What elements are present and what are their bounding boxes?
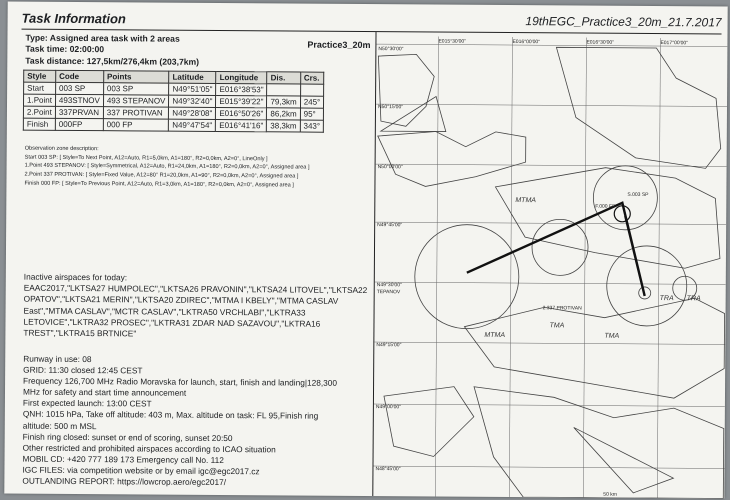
table-cell: 1.Point [23, 94, 55, 106]
table-cell: N49°32'40" [169, 95, 216, 107]
info-line: Other restricted and prohibited airspaces according to ICAO situation [22, 442, 276, 455]
table-cell: 000FP [55, 118, 103, 130]
svg-text:MTMA: MTMA [515, 197, 536, 205]
protivan-label: 2.337 PROTIVAN [542, 305, 582, 312]
lon-label: E016°00'00" [512, 39, 541, 46]
table-cell: 2.Point [23, 106, 55, 118]
table-header-cell: Latitude [169, 71, 216, 83]
observation-title: Observation zone description: [24, 145, 99, 153]
task-map [373, 36, 727, 498]
table-cell: 38,3km [267, 120, 300, 132]
task-type: Type: Assigned area task with 2 areas [25, 32, 180, 44]
info-line: QNH: 1015 hPa, Take off altitude: 403 m, Max. altitude on task: FL 95,Finish ring [22, 409, 319, 422]
lat-label: N50°00'00" [377, 164, 403, 171]
table-cell: 245° [300, 96, 324, 108]
lon-label: E016°30'00" [586, 39, 615, 46]
table-cell: E015°39'22" [216, 95, 267, 107]
observation-zone-description [24, 145, 309, 191]
observation-line: Finish 000 FP: [ Style=To Previous Point, A12=Auto, R1=3,0km, A1=180°, R2=0,0km, A2=0°, Assigned area ] [24, 180, 294, 189]
inactive-line: LETOVICE","LKTRA32 PROSEC","LKTRA31 ZDAR NAD SAZAVOU","LKTRA16 [23, 316, 321, 329]
info-line: MOBIL CD: +420 777 189 173 Emergency call No. 112 [22, 453, 224, 465]
turnpoint-table [23, 70, 325, 133]
svg-text:TRA: TRA [659, 295, 674, 303]
lat-label: N49°00'00" [375, 404, 401, 411]
inactive-line: TREST","LKTRA15 BRTNICE" [23, 327, 137, 339]
table-cell: 000 FP [103, 119, 169, 131]
table-cell: N49°47'54" [169, 119, 216, 131]
info-line: MHz for safety and start time announcement [22, 386, 187, 399]
table-cell: Finish [23, 118, 55, 130]
table-cell: 95° [300, 108, 324, 120]
table-cell: 86,2km [267, 108, 300, 120]
table-header-cell: Points [103, 71, 169, 83]
header [22, 11, 722, 35]
event-title: 19thEGC_Practice3_20m_21.7.2017 [525, 14, 722, 30]
observation-line: 2.Point 337 PROTIVAN: [ Style=Fixed Value, A12=80° R1=20,0km, A1=90°, R2=0,0km, A2=0°, Assigned area ] [24, 171, 299, 180]
info-line: altitude: 500 m MSL [22, 420, 97, 431]
lon-label: E015°30'00" [438, 38, 467, 45]
info-line: GRID: 11:30 closed 12:45 CEST [23, 364, 143, 376]
lon-label: E017°00'00" [660, 40, 689, 47]
svg-text:TMA: TMA [549, 322, 565, 330]
lat-label: N49°30'00" [376, 282, 402, 289]
table-cell: N49°51'05" [169, 83, 216, 95]
table-cell: E016°50'26" [216, 107, 267, 119]
start-point-label: S.003 SP [627, 191, 649, 198]
table-cell: 003 SP [55, 82, 103, 94]
info-line: First expected launch: 13:00 CEST [22, 397, 152, 409]
task-summary [25, 33, 199, 68]
inactive-line: OPATOV","LKTSA21 MERIN","LKTSA20 ZDIREC","MTMA I KBELY","MTMA CASLAV [23, 294, 339, 307]
svg-text:MTMA: MTMA [484, 331, 506, 339]
finish-point-label: F.000 FP [595, 203, 616, 210]
task-time: Task time: 02:00:00 [25, 43, 105, 55]
inactive-title: Inactive airspaces for today: [23, 271, 128, 283]
table-cell: E016°41'16" [216, 119, 267, 131]
info-line: Finish ring closed: sunset or end of scoring, sunset 20:50 [22, 431, 233, 443]
practice-label: Practice3_20m [307, 39, 371, 51]
svg-text:TMA: TMA [604, 332, 620, 340]
task-route [467, 202, 646, 296]
table-cell [267, 84, 300, 96]
table-cell: 79,3km [267, 96, 300, 108]
lat-label: N50°30'00" [378, 46, 404, 53]
table-header-cell: Code [56, 70, 104, 82]
scale-label: 50 km [603, 491, 617, 498]
table-cell: N49°28'08" [169, 107, 216, 119]
svg-text:TRA: TRA [686, 295, 701, 303]
table-row [23, 118, 323, 132]
task-distance: Task distance: 127,5km/276,4km (203,7km) [25, 55, 200, 67]
observation-line: 1.Point 493 STEPANOV: [ Style=Symmetrical, A12=Auto, R1=24,0km, A1=180°, R2=0,0km, A2=0°, Assigned area ] [24, 163, 310, 172]
table-cell [300, 84, 324, 96]
inactive-line: EAAC2017,"LKTSA27 HUMPOLEC","LKTSA26 PRAVONIN","LKTSA24 LITOVEL","LKTSA22 [23, 282, 368, 296]
table-cell: 337PRVAN [55, 106, 103, 118]
info-line: Runway in use: 08 [23, 353, 92, 365]
table-cell: E016°38'53" [216, 83, 267, 95]
lat-label: N48°45'00" [375, 466, 401, 473]
table-header-cell: Dis. [267, 72, 300, 84]
stepanov-label: TEPANOV [376, 289, 401, 296]
lat-label: N50°15'00" [377, 104, 404, 111]
table-header-cell: Style [24, 70, 56, 82]
inactive-line: East","MTMA CASLAV","MCTR CASLAV","LKTRA50 VRCHLABI","LKTRA33 [23, 305, 306, 318]
table-header-cell: Longitude [216, 71, 267, 83]
briefing-info [22, 354, 337, 489]
table-cell: 493 STEPANOV [103, 95, 169, 107]
table-header-cell: Crs. [300, 72, 324, 84]
table-cell: 493STNOV [55, 94, 103, 106]
table-cell: 003 SP [103, 83, 169, 95]
task-title: Task Information [21, 10, 126, 27]
table-cell: 343° [300, 120, 324, 132]
observation-line: Start 003 SP: [ Style=To Next Point, A12=Auto, R1=5,0km, A1=180°, R2=0,0km, A2=0°, LineOnly ] [24, 154, 268, 163]
info-line: Frequency 126,700 MHz Radio Moravska for launch, start, finish and landing|128,300 [23, 375, 338, 388]
lat-label: N49°15'00" [376, 342, 402, 349]
info-line: IGC FILES: via competition website or by email igc@egc2017.cz [22, 464, 260, 477]
inactive-airspaces [23, 272, 367, 342]
info-line: OUTLANDING REPORT: https://lowcrop.aero/egc2017/ [22, 475, 227, 488]
table-cell: Start [24, 82, 56, 94]
table-cell: 337 PROTIVAN [103, 107, 169, 119]
lat-label: N49°45'00" [377, 222, 403, 229]
task-sheet [4, 1, 727, 498]
